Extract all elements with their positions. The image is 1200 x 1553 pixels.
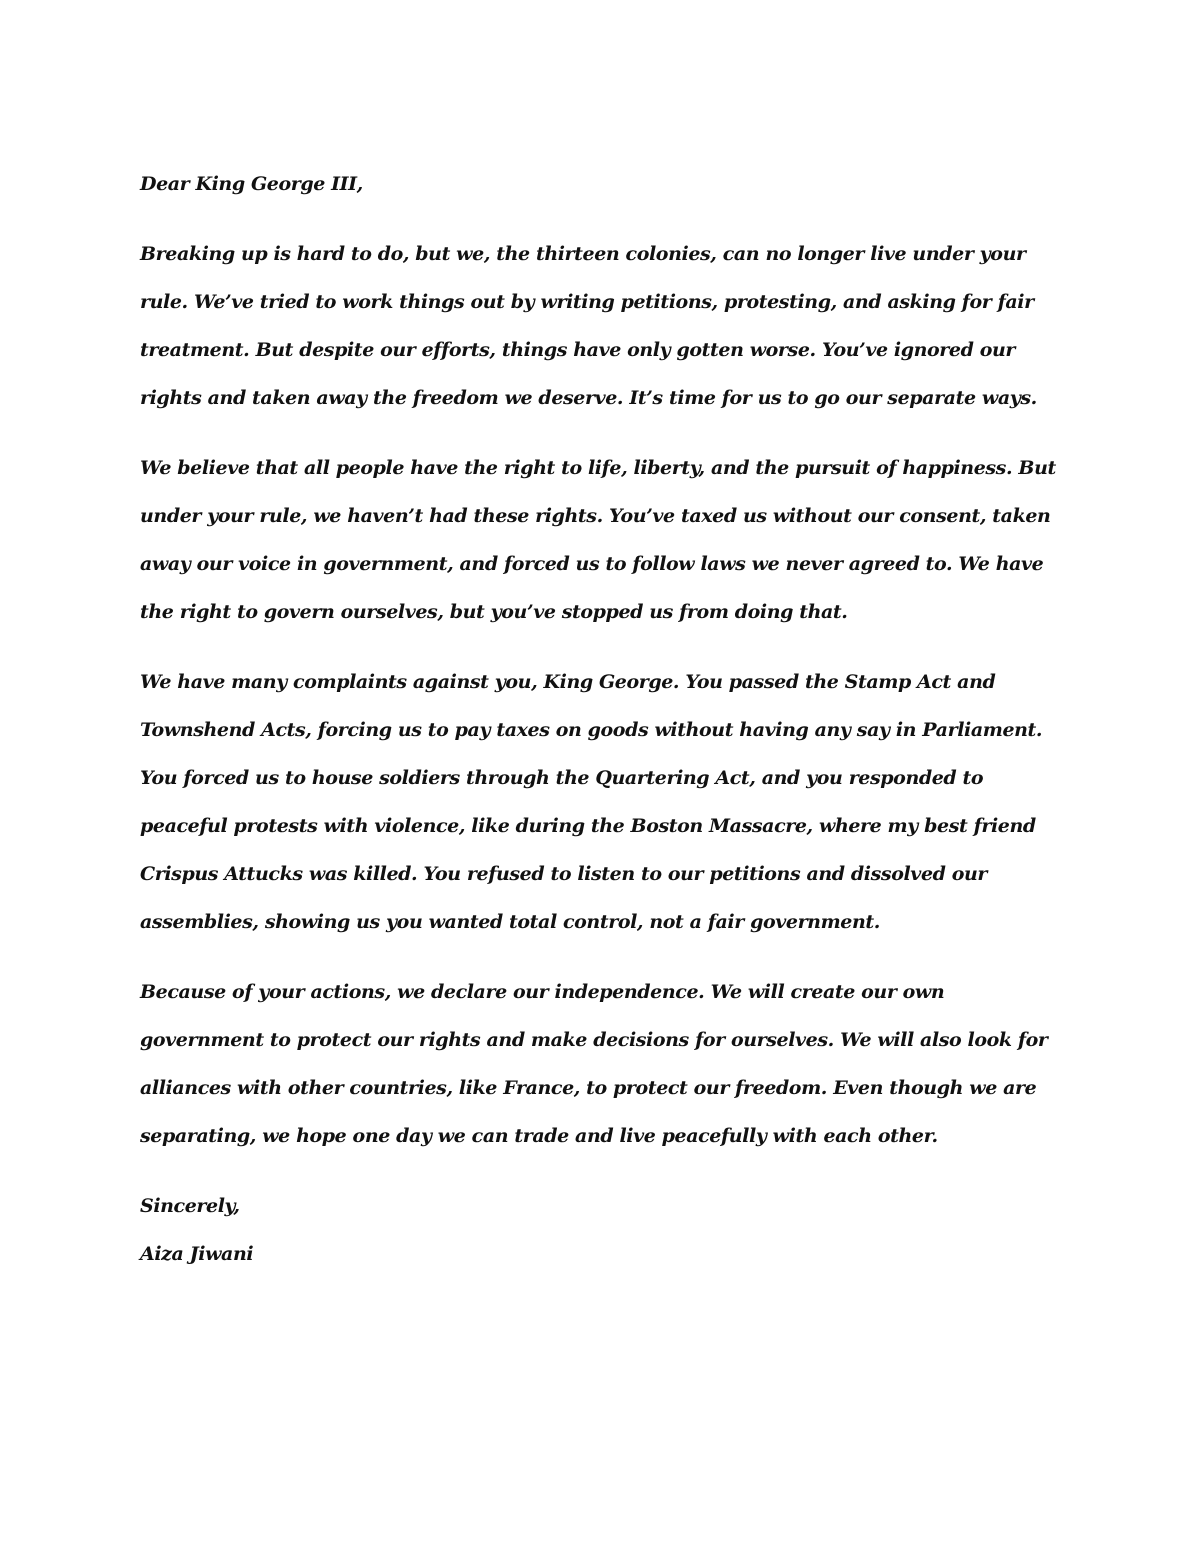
letter-body xyxy=(140,160,1070,1278)
letter-paragraph-1: Breaking up is hard to do, but we, the thirteen colonies, can no longer live under your rule. We’ve tried to work things out by writing petitions, protesting, and asking for fair treatment. But despite our efforts, things have only gotten worse. You’ve ignored our rights and taken away the freedom we deserve. It’s time for us to go our separate ways. xyxy=(140,243,1037,409)
letter-greeting: Dear King George III, xyxy=(140,173,363,195)
letter-paragraph-4: Because of your actions, we declare our independence. We will create our own government to protect our rights and make decisions for ourselves. We will also look for alliances with other countries, like France, to protect our freedom. Even though we are separating, we hope one day we can trade and live peacefully with each other. xyxy=(140,981,1048,1147)
letter-paragraph-2: We believe that all people have the right to life, liberty, and the pursuit of happiness. But under your rule, we haven’t had these rights. You’ve taxed us without our consent, taken away our voice in government, and forced us to follow laws we never agreed to. We have the right to govern ourselves, but you’ve stopped us from doing that. xyxy=(140,457,1056,623)
letter-signature: Aiza Jiwani xyxy=(140,1243,254,1265)
letter-paragraph-3: We have many complaints against you, King George. You passed the Stamp Act and Townshend Acts, forcing us to pay taxes on goods without having any say in Parliament. You forced us to house soldiers through the Quartering Act, and you responded to peaceful protests with violence, like during the Boston Massacre, where my best friend Crispus Attucks was killed. You refused to listen to our petitions and dissolved our assemblies, showing us you wanted total control, not a fair government. xyxy=(140,671,1043,933)
letter-closing: Sincerely, xyxy=(140,1195,240,1217)
